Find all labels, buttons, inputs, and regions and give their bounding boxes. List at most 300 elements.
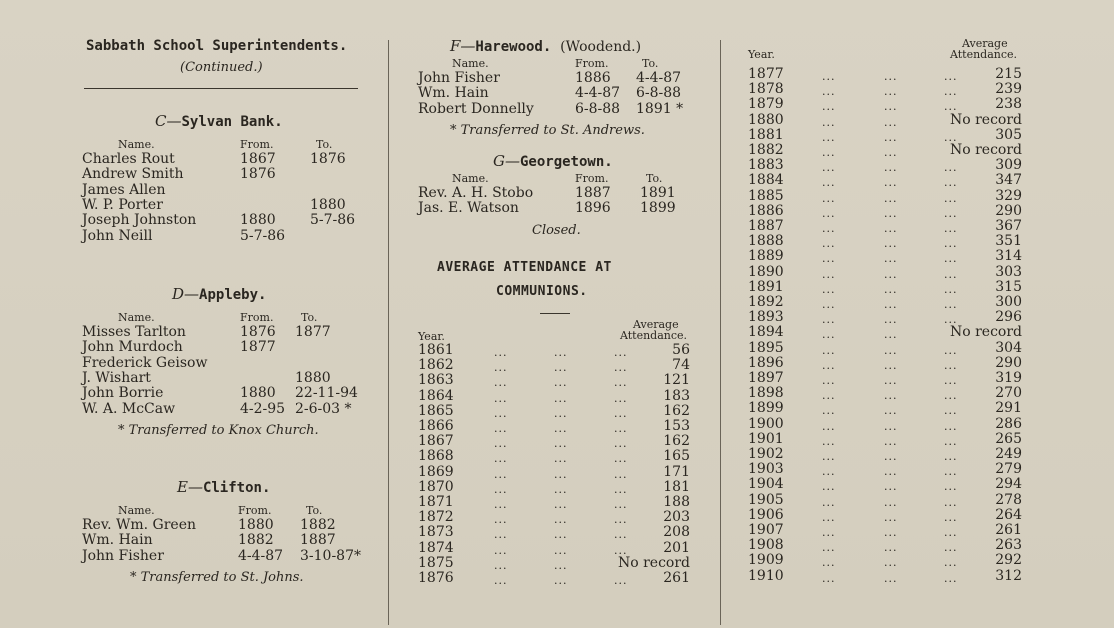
attendance-row — [418, 389, 690, 404]
row-to: 1880 — [310, 196, 346, 213]
table-row — [82, 152, 372, 167]
row-to: 1899 — [640, 200, 676, 217]
attendance-year: 1864 — [418, 387, 454, 404]
attendance-value: 188 — [663, 494, 690, 510]
leader-dots: ... — [614, 543, 628, 557]
leader-dots: ... — [944, 434, 958, 448]
attendance-value: 290 — [995, 202, 1022, 219]
leader-dots: ... — [944, 282, 958, 296]
section-letter: D— — [172, 285, 200, 303]
attendance-year: 1871 — [418, 494, 454, 510]
attendance-value: 312 — [995, 567, 1022, 584]
attendance-value: 249 — [995, 446, 1022, 462]
row-name: W. P. Porter — [82, 196, 163, 213]
row-from: 6-8-88 — [575, 100, 621, 117]
attendance-row — [418, 449, 690, 464]
leader-dots: ... — [822, 434, 836, 448]
attendance-value: 291 — [995, 400, 1022, 417]
row-to: 1882 — [300, 517, 336, 533]
attendance-row — [748, 341, 1022, 356]
attendance-value: 329 — [995, 187, 1022, 204]
attendance-row — [748, 569, 1022, 584]
attendance-value: 162 — [663, 402, 690, 419]
col-header-to: To. — [301, 311, 318, 324]
leader-dots: ... — [822, 495, 836, 509]
attendance-value: 208 — [663, 524, 690, 541]
col-header-to: To. — [646, 172, 663, 185]
row-to: 4-4-87 — [636, 70, 682, 86]
attendance-row — [748, 249, 1022, 264]
col-header-from: From. — [240, 138, 274, 151]
leader-dots: ... — [494, 391, 508, 405]
row-to: 1880 — [295, 369, 331, 386]
attendance-year: 1897 — [748, 370, 784, 386]
attendance-year: 1890 — [748, 263, 784, 280]
attendance-value: 300 — [995, 294, 1022, 310]
attendance-year: 1876 — [418, 570, 454, 586]
section-name: Clifton. — [202, 480, 271, 496]
table-row — [82, 386, 372, 401]
table-row — [418, 186, 708, 201]
attendance-year: 1884 — [748, 172, 784, 189]
attendance-year: 1893 — [748, 309, 784, 326]
leader-dots: ... — [944, 541, 958, 555]
row-name: J. Wishart — [82, 369, 151, 386]
table-row — [418, 102, 708, 117]
attendance-value: 367 — [995, 218, 1022, 234]
attendance-row — [418, 465, 690, 480]
section-note: * Transferred to St. Johns. — [130, 569, 304, 585]
leader-dots: ... — [884, 495, 898, 509]
attendance-row — [748, 493, 1022, 508]
row-name: Jas. E. Watson — [418, 200, 519, 217]
attendance-title-line-1: AVERAGE ATTENDANCE AT — [437, 260, 612, 275]
row-name: Misses Tarlton — [82, 324, 186, 340]
row-name: Andrew Smith — [82, 166, 184, 183]
leader-dots: ... — [554, 528, 568, 542]
attendance-year: 1874 — [418, 539, 454, 556]
leader-dots: ... — [884, 389, 898, 403]
attendance-row — [748, 295, 1022, 310]
leader-dots: ... — [944, 510, 958, 524]
table-row — [82, 518, 372, 533]
row-from: 4-4-87 — [575, 85, 621, 102]
leader-dots: ... — [884, 267, 898, 281]
leader-dots: ... — [822, 100, 836, 114]
section-letter: E— — [177, 478, 203, 496]
attendance-value: 319 — [995, 370, 1022, 386]
row-from: 1880 — [240, 212, 276, 229]
attendance-value: 215 — [995, 66, 1022, 82]
attendance-value: 261 — [663, 570, 690, 586]
attendance-year: 1869 — [418, 463, 454, 480]
leader-dots: ... — [944, 389, 958, 403]
attendance-year: 1889 — [748, 248, 784, 265]
leader-dots: ... — [494, 528, 508, 542]
leader-dots: ... — [554, 422, 568, 435]
table-row — [82, 533, 372, 548]
leader-dots: ... — [822, 267, 836, 281]
attendance-value: 74 — [672, 357, 690, 374]
leader-dots: ... — [884, 237, 898, 251]
attendance-value: 238 — [995, 96, 1022, 113]
attendance-value: 265 — [995, 430, 1022, 447]
attendance-value: 309 — [995, 157, 1022, 174]
leader-dots: ... — [554, 376, 568, 390]
attendance-row — [418, 525, 690, 540]
leader-dots: ... — [884, 374, 898, 387]
leader-dots: ... — [614, 467, 628, 481]
attendance-value: 239 — [995, 81, 1022, 98]
row-from: 1876 — [240, 324, 276, 340]
attendance-value: 279 — [995, 461, 1022, 478]
row-to: 1877 — [295, 324, 331, 340]
attendance-value: 278 — [995, 491, 1022, 508]
leader-dots: ... — [944, 161, 958, 175]
table-row — [82, 198, 372, 213]
leader-dots: ... — [494, 574, 508, 587]
attendance-row — [748, 82, 1022, 97]
leader-dots: ... — [554, 437, 568, 451]
attendance-year: 1907 — [748, 522, 784, 538]
leader-dots: ... — [554, 346, 568, 359]
attendance-row — [748, 219, 1022, 234]
row-name: Robert Donnelly — [418, 100, 534, 117]
leader-dots: ... — [884, 176, 898, 190]
leader-dots: ... — [884, 222, 898, 235]
leader-dots: ... — [822, 70, 836, 83]
table-row — [82, 549, 372, 564]
attendance-row — [748, 67, 1022, 82]
attendance-row — [748, 386, 1022, 401]
attendance-row — [748, 432, 1022, 447]
attendance-value: 292 — [995, 552, 1022, 569]
attendance-year: 1901 — [748, 430, 784, 447]
col-header-name: Name. — [118, 138, 155, 151]
table-row — [418, 201, 708, 216]
leader-dots: ... — [822, 252, 836, 266]
attendance-row — [748, 477, 1022, 492]
attendance-year: 1887 — [748, 218, 784, 234]
leader-dots: ... — [944, 556, 958, 570]
col-header-from: From. — [240, 311, 274, 324]
row-from: 1887 — [575, 185, 611, 201]
leader-dots: ... — [884, 541, 898, 555]
attendance-row — [418, 541, 690, 556]
leader-dots: ... — [822, 374, 836, 387]
table-row — [418, 71, 708, 86]
attendance-value: 121 — [663, 372, 690, 389]
leader-dots: ... — [554, 406, 568, 420]
attendance-year: 1896 — [748, 354, 784, 371]
leader-dots: ... — [494, 543, 508, 557]
row-from: 1877 — [240, 339, 276, 356]
leader-dots: ... — [944, 298, 958, 311]
leader-dots: ... — [884, 146, 898, 159]
leader-dots: ... — [494, 558, 508, 572]
leader-dots: ... — [494, 361, 508, 375]
leader-dots: ... — [494, 437, 508, 451]
leader-dots: ... — [944, 206, 958, 220]
attendance-row — [418, 510, 690, 525]
leader-dots: ... — [822, 358, 836, 372]
attendance-value: 162 — [663, 433, 690, 450]
table-row — [82, 183, 372, 198]
row-from: 1880 — [240, 385, 276, 402]
leader-dots: ... — [822, 176, 836, 190]
attendance-row — [748, 173, 1022, 188]
section-letter: G— — [493, 152, 520, 170]
attendance-row — [418, 373, 690, 388]
attendance-row — [748, 538, 1022, 553]
leader-dots: ... — [494, 467, 508, 481]
leader-dots: ... — [554, 498, 568, 511]
table-row — [82, 371, 372, 386]
mid-att-header-year: Year. — [418, 330, 445, 343]
attendance-row — [748, 462, 1022, 477]
leader-dots: ... — [614, 437, 628, 451]
col-header-to: To. — [316, 138, 333, 151]
attendance-year: 1895 — [748, 339, 784, 356]
attendance-value: 286 — [995, 415, 1022, 432]
row-to: 3-10-87* — [300, 547, 361, 564]
leader-dots: ... — [944, 313, 958, 327]
attendance-value: 304 — [995, 339, 1022, 356]
leader-dots: ... — [944, 267, 958, 281]
leader-dots: ... — [822, 206, 836, 220]
leader-dots: ... — [944, 419, 958, 433]
leader-dots: ... — [944, 130, 958, 144]
attendance-value: No record — [617, 554, 690, 571]
attendance-year: 1891 — [748, 278, 784, 295]
attendance-year: 1863 — [418, 372, 454, 389]
attendance-year: 1877 — [748, 66, 784, 82]
attendance-value: 203 — [663, 509, 690, 526]
row-name: John Fisher — [82, 547, 164, 564]
leader-dots: ... — [554, 574, 568, 587]
attendance-row — [418, 556, 690, 571]
section-name: Georgetown. — [519, 154, 613, 170]
leader-dots: ... — [822, 130, 836, 144]
leader-dots: ... — [884, 206, 898, 220]
leader-dots: ... — [822, 541, 836, 555]
attendance-year: 1881 — [748, 126, 784, 143]
row-name: Rev. A. H. Stobo — [418, 185, 534, 201]
attendance-row — [748, 508, 1022, 523]
attendance-year: 1883 — [748, 157, 784, 174]
attendance-value: 181 — [663, 478, 690, 495]
table-row — [82, 167, 372, 182]
attendance-title-line-2: COMMUNIONS. — [496, 284, 588, 299]
attendance-row — [748, 128, 1022, 143]
attendance-value: 183 — [663, 387, 690, 404]
leader-dots: ... — [822, 222, 836, 235]
attendance-year: 1878 — [748, 81, 784, 98]
leader-dots: ... — [944, 176, 958, 190]
leader-dots: ... — [944, 70, 958, 83]
leader-dots: ... — [822, 480, 836, 494]
attendance-year: 1868 — [418, 448, 454, 465]
attendance-year: 1910 — [748, 567, 784, 584]
leader-dots: ... — [944, 237, 958, 251]
leader-dots: ... — [884, 510, 898, 524]
row-from: 1876 — [240, 166, 276, 183]
attendance-row — [748, 371, 1022, 386]
row-to: 22-11-94 — [295, 385, 358, 402]
attendance-row — [748, 523, 1022, 538]
col-header-to: To. — [642, 57, 659, 70]
leader-dots: ... — [884, 450, 898, 463]
leader-dots: ... — [884, 404, 898, 418]
attendance-row — [748, 265, 1022, 280]
leader-dots: ... — [944, 374, 958, 387]
leader-dots: ... — [494, 513, 508, 527]
right-att-header-year: Year. — [748, 48, 775, 61]
leader-dots: ... — [884, 191, 898, 205]
mid-att-header-attendance: Attendance. — [620, 329, 688, 342]
leader-dots: ... — [614, 346, 628, 359]
attendance-value: 201 — [663, 539, 690, 556]
leader-dots: ... — [944, 450, 958, 463]
table-row — [82, 213, 372, 228]
right-att-header-attendance: Attendance. — [950, 48, 1018, 61]
col-header-from: From. — [238, 504, 272, 517]
attendance-value: 303 — [995, 263, 1022, 280]
column-divider-right — [720, 40, 721, 625]
attendance-value: 315 — [995, 278, 1022, 295]
section-name: Sylvan Bank. — [181, 114, 283, 130]
leader-dots: ... — [822, 389, 836, 403]
leader-dots: ... — [884, 465, 898, 479]
attendance-year: 1903 — [748, 461, 784, 478]
leader-dots: ... — [554, 391, 568, 405]
leader-dots: ... — [554, 361, 568, 375]
row-name: John Neill — [82, 227, 153, 244]
table-row — [82, 325, 372, 340]
row-name: Rev. Wm. Green — [82, 517, 197, 533]
leader-dots: ... — [822, 343, 836, 357]
leader-dots: ... — [822, 237, 836, 251]
row-name: John Borrie — [82, 385, 164, 402]
attendance-row — [748, 113, 1022, 128]
attendance-row — [748, 158, 1022, 173]
col-header-from: From. — [575, 57, 609, 70]
leader-dots: ... — [884, 161, 898, 175]
leader-dots: ... — [822, 404, 836, 418]
leader-dots: ... — [614, 422, 628, 435]
row-name: Joseph Johnston — [82, 212, 197, 229]
leader-dots: ... — [822, 146, 836, 159]
row-to: 1887 — [300, 532, 336, 549]
leader-dots: ... — [822, 282, 836, 296]
attendance-value: No record — [949, 324, 1022, 341]
attendance-year: 1898 — [748, 385, 784, 402]
leader-dots: ... — [884, 480, 898, 494]
section-name: Harewood. — [475, 39, 552, 55]
attendance-value: 305 — [995, 126, 1022, 143]
leader-dots: ... — [614, 513, 628, 527]
attendance-year: 1908 — [748, 537, 784, 554]
leader-dots: ... — [884, 252, 898, 266]
leader-dots: ... — [822, 161, 836, 175]
section-note: * Transferred to St. Andrews. — [450, 122, 645, 138]
attendance-row — [748, 204, 1022, 219]
attendance-year: 1885 — [748, 187, 784, 204]
leader-dots: ... — [614, 361, 628, 375]
leader-dots: ... — [554, 558, 568, 572]
col-header-from: From. — [575, 172, 609, 185]
leader-dots: ... — [494, 376, 508, 390]
leader-dots: ... — [494, 482, 508, 496]
leader-dots: ... — [944, 571, 958, 585]
attendance-row — [748, 356, 1022, 371]
row-name: John Murdoch — [82, 339, 183, 356]
row-to: 6-8-88 — [636, 85, 682, 102]
attendance-value: No record — [949, 111, 1022, 128]
leader-dots: ... — [884, 298, 898, 311]
row-name: Charles Rout — [82, 151, 175, 167]
attendance-year: 1862 — [418, 357, 454, 374]
leader-dots: ... — [884, 419, 898, 433]
attendance-value: 264 — [995, 506, 1022, 523]
attendance-year: 1873 — [418, 524, 454, 541]
leader-dots: ... — [822, 115, 836, 129]
leader-dots: ... — [614, 452, 628, 466]
row-name: W. A. McCaw — [82, 400, 176, 417]
section-heading — [450, 37, 641, 55]
section-note: * Transferred to Knox Church. — [118, 422, 319, 438]
leader-dots: ... — [822, 85, 836, 99]
leader-dots: ... — [822, 419, 836, 433]
row-from: 1867 — [240, 151, 276, 167]
attendance-value: No record — [949, 142, 1022, 158]
attendance-value: 351 — [995, 233, 1022, 250]
leader-dots: ... — [884, 343, 898, 357]
title-rule — [84, 88, 358, 89]
row-from: 1882 — [238, 532, 274, 549]
leader-dots: ... — [944, 465, 958, 479]
attendance-year: 1865 — [418, 402, 454, 419]
leader-dots: ... — [944, 100, 958, 114]
attendance-year: 1902 — [748, 446, 784, 462]
attendance-value: 290 — [995, 354, 1022, 371]
section-letter: C— — [155, 112, 182, 130]
row-from: 4-2-95 — [240, 400, 286, 417]
attendance-value: 263 — [995, 537, 1022, 554]
table-row — [82, 402, 372, 417]
row-to: 5-7-86 — [310, 212, 356, 229]
attendance-title-rule — [540, 313, 570, 314]
mid-att-header-average: Average — [633, 318, 679, 331]
leader-dots: ... — [614, 376, 628, 390]
attendance-value: 347 — [995, 172, 1022, 189]
col-header-to: To. — [306, 504, 323, 517]
leader-dots: ... — [884, 130, 898, 144]
leader-dots: ... — [614, 498, 628, 511]
leader-dots: ... — [944, 222, 958, 235]
leader-dots: ... — [884, 571, 898, 585]
attendance-year: 1899 — [748, 400, 784, 417]
column-divider-left — [388, 40, 389, 625]
leader-dots: ... — [554, 467, 568, 481]
row-name: Frederick Geisow — [82, 354, 208, 371]
leader-dots: ... — [822, 465, 836, 479]
attendance-year: 1875 — [418, 554, 454, 571]
leader-dots: ... — [822, 526, 836, 539]
attendance-row — [418, 571, 690, 586]
attendance-year: 1872 — [418, 509, 454, 526]
leader-dots: ... — [554, 513, 568, 527]
